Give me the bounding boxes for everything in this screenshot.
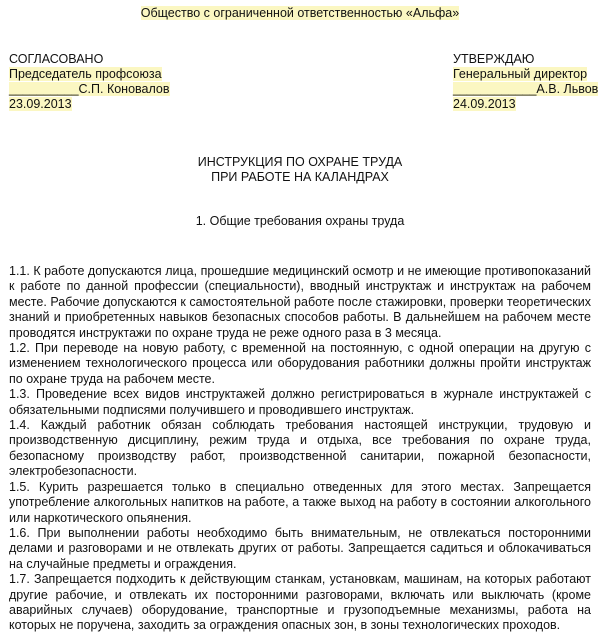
paragraph-1-5: 1.5. Курить разрешается только в специально отведенных для этого местах. Запрещается употребление алкогольных напитков на работе, а также выход на работу в состоянии алкогольного или наркотического опьянения. — [9, 479, 591, 525]
instruction-body — [9, 264, 591, 634]
approval-left-date: 23.09.2013 — [9, 97, 72, 111]
paragraph-1-1: 1.1. К работе допускаются лица, прошедшие медицинский осмотр и не имеющие противопоказаний к работе по данной профессии (специальности), вводный инструктаж и инструктаж на рабочем месте. Рабочие допускаются к самостоятельной работе после стажировки, проверки теоретических знаний и приобретенных навыков безопасных способов работы. В дальнейшем на рабочем месте проводятся инструктажи по охране труда не реже одного раза в 3 месяца. — [9, 264, 591, 340]
approval-right-signature: ____________А.В. Львов — [453, 82, 599, 96]
document-title-line1: ИНСТРУКЦИЯ ПО ОХРАНЕ ТРУДА — [197, 155, 403, 169]
approval-right-position: Генеральный директор — [453, 67, 588, 81]
approval-left-position: Председатель профсоюза — [9, 67, 162, 81]
paragraph-1-2: 1.2. При переводе на новую работу, с временной на постоянную, с одной операции на другую с изменением технологического процесса или оборудования работники должны пройти инструктаж по охране труда на рабочем месте. — [9, 341, 591, 386]
paragraph-1-4: 1.4. Каждый работник обязан соблюдать требования настоящей инструкции, трудовую и производственную дисциплину, режим труда и отдыха, все требования по охране труда, безопасному производству работ, производственной санитарии, пожарной безопасности, электробезопасности. — [9, 418, 591, 479]
organization-name — [0, 6, 600, 20]
section-title: 1. Общие требования охраны труда — [195, 214, 405, 228]
approval-right-date: 24.09.2013 — [453, 97, 516, 111]
paragraph-1-3: 1.3. Проведение всех видов инструктажей должно регистрироваться в журнале инструктажей с обязательными подписями получившего и проводившего инструктаж. — [9, 387, 591, 417]
document-title-line2: ПРИ РАБОТЕ НА КАЛАНДРАХ — [211, 170, 389, 184]
approval-block-right — [453, 52, 598, 112]
approval-left-signature: __________С.П. Коновалов — [9, 82, 170, 96]
document-title — [0, 155, 600, 185]
approval-right-label: УТВЕРЖДАЮ — [453, 52, 535, 66]
paragraph-1-7: 1.7. Запрещается подходить к действующим станкам, установкам, машинам, на которых работают другие рабочие, и отвлекать их посторонними разговорами, включать или выключать (кроме аварийных случаев) оборудование, транспортные и грузоподъемные механизмы, работа на которых не поручена, заходить за ограждения опасных зон, в зоны технологических проходов. — [9, 572, 591, 633]
approval-block-left — [9, 52, 170, 112]
organization-name-text: Общество с ограниченной ответственностью «Альфа» — [140, 6, 460, 20]
approval-left-label: СОГЛАСОВАНО — [9, 52, 104, 66]
paragraph-1-6: 1.6. При выполнении работы необходимо быть внимательным, не отвлекаться посторонними делами и разговорами и не отвлекать других от работы. Запрещается садиться и облокачиваться на случайные предметы и ограждения. — [9, 525, 591, 571]
